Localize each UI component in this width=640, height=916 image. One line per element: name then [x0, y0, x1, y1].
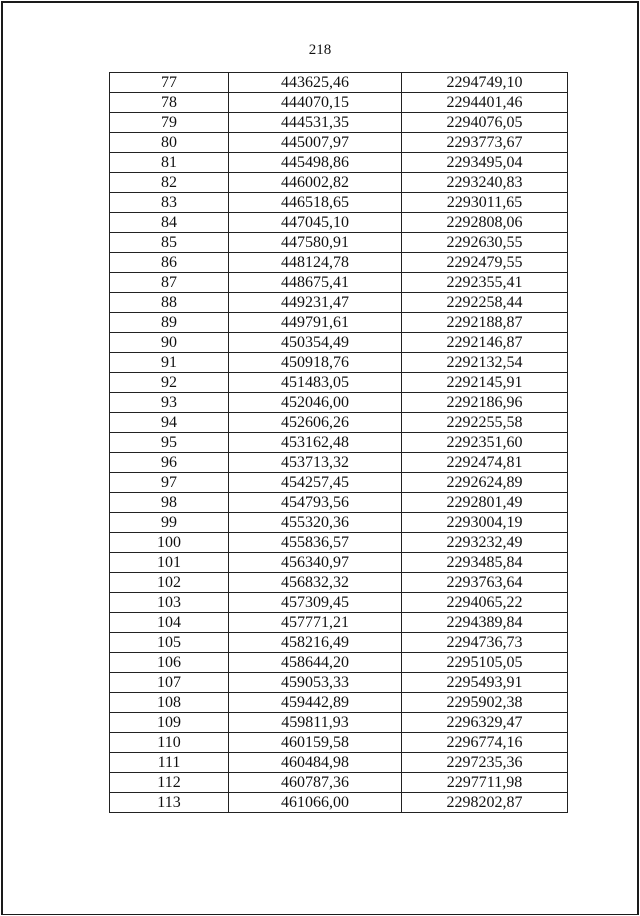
table-row [110, 553, 568, 573]
x-coordinate-cell: 451483,05 [229, 373, 402, 393]
y-coordinate-cell: 2297235,36 [402, 753, 568, 773]
table-row [110, 693, 568, 713]
y-coordinate-cell: 2295493,91 [402, 673, 568, 693]
table-row [110, 613, 568, 633]
point-number-cell: 104 [110, 613, 229, 633]
x-coordinate-cell: 458216,49 [229, 633, 402, 653]
table-row [110, 713, 568, 733]
point-number-cell: 78 [110, 93, 229, 113]
point-number-cell: 97 [110, 473, 229, 493]
x-coordinate-cell: 447580,91 [229, 233, 402, 253]
x-coordinate-cell: 452606,26 [229, 413, 402, 433]
point-number-cell: 82 [110, 173, 229, 193]
table-row [110, 433, 568, 453]
point-number-cell: 105 [110, 633, 229, 653]
table-row [110, 133, 568, 153]
x-coordinate-cell: 460159,58 [229, 733, 402, 753]
point-number-cell: 113 [110, 793, 229, 813]
point-number-cell: 103 [110, 593, 229, 613]
table-row [110, 293, 568, 313]
x-coordinate-cell: 456340,97 [229, 553, 402, 573]
y-coordinate-cell: 2293485,84 [402, 553, 568, 573]
x-coordinate-cell: 454793,56 [229, 493, 402, 513]
y-coordinate-cell: 2295902,38 [402, 693, 568, 713]
point-number-cell: 106 [110, 653, 229, 673]
x-coordinate-cell: 459053,33 [229, 673, 402, 693]
y-coordinate-cell: 2292355,41 [402, 273, 568, 293]
x-coordinate-cell: 452046,00 [229, 393, 402, 413]
x-coordinate-cell: 454257,45 [229, 473, 402, 493]
x-coordinate-cell: 455320,36 [229, 513, 402, 533]
table-row [110, 233, 568, 253]
x-coordinate-cell: 450354,49 [229, 333, 402, 353]
y-coordinate-cell: 2292630,55 [402, 233, 568, 253]
table-row [110, 393, 568, 413]
x-coordinate-cell: 448124,78 [229, 253, 402, 273]
point-number-cell: 102 [110, 573, 229, 593]
table-row [110, 193, 568, 213]
point-number-cell: 108 [110, 693, 229, 713]
x-coordinate-cell: 453713,32 [229, 453, 402, 473]
x-coordinate-cell: 461066,00 [229, 793, 402, 813]
table-row [110, 333, 568, 353]
table-row [110, 113, 568, 133]
point-number-cell: 80 [110, 133, 229, 153]
table-row [110, 93, 568, 113]
y-coordinate-cell: 2293011,65 [402, 193, 568, 213]
point-number-cell: 112 [110, 773, 229, 793]
x-coordinate-cell: 459811,93 [229, 713, 402, 733]
x-coordinate-cell: 453162,48 [229, 433, 402, 453]
coordinates-table-body [110, 73, 568, 813]
point-number-cell: 90 [110, 333, 229, 353]
x-coordinate-cell: 460787,36 [229, 773, 402, 793]
point-number-cell: 111 [110, 753, 229, 773]
point-number-cell: 95 [110, 433, 229, 453]
x-coordinate-cell: 444070,15 [229, 93, 402, 113]
point-number-cell: 89 [110, 313, 229, 333]
y-coordinate-cell: 2293763,64 [402, 573, 568, 593]
x-coordinate-cell: 445007,97 [229, 133, 402, 153]
table-row [110, 633, 568, 653]
point-number-cell: 110 [110, 733, 229, 753]
table-row [110, 573, 568, 593]
x-coordinate-cell: 449791,61 [229, 313, 402, 333]
table-row [110, 373, 568, 393]
x-coordinate-cell: 445498,86 [229, 153, 402, 173]
y-coordinate-cell: 2293773,67 [402, 133, 568, 153]
y-coordinate-cell: 2292145,91 [402, 373, 568, 393]
table-row [110, 253, 568, 273]
x-coordinate-cell: 455836,57 [229, 533, 402, 553]
x-coordinate-cell: 448675,41 [229, 273, 402, 293]
y-coordinate-cell: 2294749,10 [402, 73, 568, 93]
table-row [110, 653, 568, 673]
table-row [110, 673, 568, 693]
point-number-cell: 77 [110, 73, 229, 93]
point-number-cell: 92 [110, 373, 229, 393]
y-coordinate-cell: 2294065,22 [402, 593, 568, 613]
x-coordinate-cell: 449231,47 [229, 293, 402, 313]
x-coordinate-cell: 446518,65 [229, 193, 402, 213]
y-coordinate-cell: 2296774,16 [402, 733, 568, 753]
x-coordinate-cell: 458644,20 [229, 653, 402, 673]
y-coordinate-cell: 2292186,96 [402, 393, 568, 413]
y-coordinate-cell: 2293232,49 [402, 533, 568, 553]
y-coordinate-cell: 2292351,60 [402, 433, 568, 453]
y-coordinate-cell: 2292255,58 [402, 413, 568, 433]
x-coordinate-cell: 450918,76 [229, 353, 402, 373]
point-number-cell: 91 [110, 353, 229, 373]
y-coordinate-cell: 2292808,06 [402, 213, 568, 233]
y-coordinate-cell: 2294389,84 [402, 613, 568, 633]
y-coordinate-cell: 2292474,81 [402, 453, 568, 473]
coordinates-table [109, 72, 568, 813]
point-number-cell: 99 [110, 513, 229, 533]
y-coordinate-cell: 2293495,04 [402, 153, 568, 173]
x-coordinate-cell: 457771,21 [229, 613, 402, 633]
table-row [110, 533, 568, 553]
table-row [110, 353, 568, 373]
point-number-cell: 85 [110, 233, 229, 253]
y-coordinate-cell: 2298202,87 [402, 793, 568, 813]
table-row [110, 273, 568, 293]
y-coordinate-cell: 2294736,73 [402, 633, 568, 653]
point-number-cell: 93 [110, 393, 229, 413]
x-coordinate-cell: 456832,32 [229, 573, 402, 593]
table-row [110, 593, 568, 613]
table-row [110, 73, 568, 93]
point-number-cell: 109 [110, 713, 229, 733]
table-row [110, 753, 568, 773]
table-row [110, 213, 568, 233]
point-number-cell: 100 [110, 533, 229, 553]
y-coordinate-cell: 2294076,05 [402, 113, 568, 133]
table-row [110, 173, 568, 193]
table-row [110, 153, 568, 173]
point-number-cell: 81 [110, 153, 229, 173]
y-coordinate-cell: 2292188,87 [402, 313, 568, 333]
y-coordinate-cell: 2292146,87 [402, 333, 568, 353]
y-coordinate-cell: 2297711,98 [402, 773, 568, 793]
point-number-cell: 87 [110, 273, 229, 293]
point-number-cell: 79 [110, 113, 229, 133]
point-number-cell: 94 [110, 413, 229, 433]
page-number: 218 [308, 42, 332, 58]
x-coordinate-cell: 460484,98 [229, 753, 402, 773]
point-number-cell: 101 [110, 553, 229, 573]
y-coordinate-cell: 2295105,05 [402, 653, 568, 673]
y-coordinate-cell: 2292479,55 [402, 253, 568, 273]
y-coordinate-cell: 2292258,44 [402, 293, 568, 313]
y-coordinate-cell: 2294401,46 [402, 93, 568, 113]
y-coordinate-cell: 2293004,19 [402, 513, 568, 533]
x-coordinate-cell: 443625,46 [229, 73, 402, 93]
table-row [110, 733, 568, 753]
table-row [110, 473, 568, 493]
x-coordinate-cell: 447045,10 [229, 213, 402, 233]
table-row [110, 773, 568, 793]
y-coordinate-cell: 2292132,54 [402, 353, 568, 373]
x-coordinate-cell: 459442,89 [229, 693, 402, 713]
point-number-cell: 83 [110, 193, 229, 213]
x-coordinate-cell: 446002,82 [229, 173, 402, 193]
x-coordinate-cell: 444531,35 [229, 113, 402, 133]
table-row [110, 313, 568, 333]
y-coordinate-cell: 2293240,83 [402, 173, 568, 193]
point-number-cell: 107 [110, 673, 229, 693]
point-number-cell: 84 [110, 213, 229, 233]
y-coordinate-cell: 2296329,47 [402, 713, 568, 733]
table-row [110, 493, 568, 513]
y-coordinate-cell: 2292801,49 [402, 493, 568, 513]
point-number-cell: 86 [110, 253, 229, 273]
table-row [110, 793, 568, 813]
point-number-cell: 88 [110, 293, 229, 313]
table-row [110, 513, 568, 533]
point-number-cell: 98 [110, 493, 229, 513]
x-coordinate-cell: 457309,45 [229, 593, 402, 613]
table-row [110, 413, 568, 433]
table-row [110, 453, 568, 473]
point-number-cell: 96 [110, 453, 229, 473]
y-coordinate-cell: 2292624,89 [402, 473, 568, 493]
